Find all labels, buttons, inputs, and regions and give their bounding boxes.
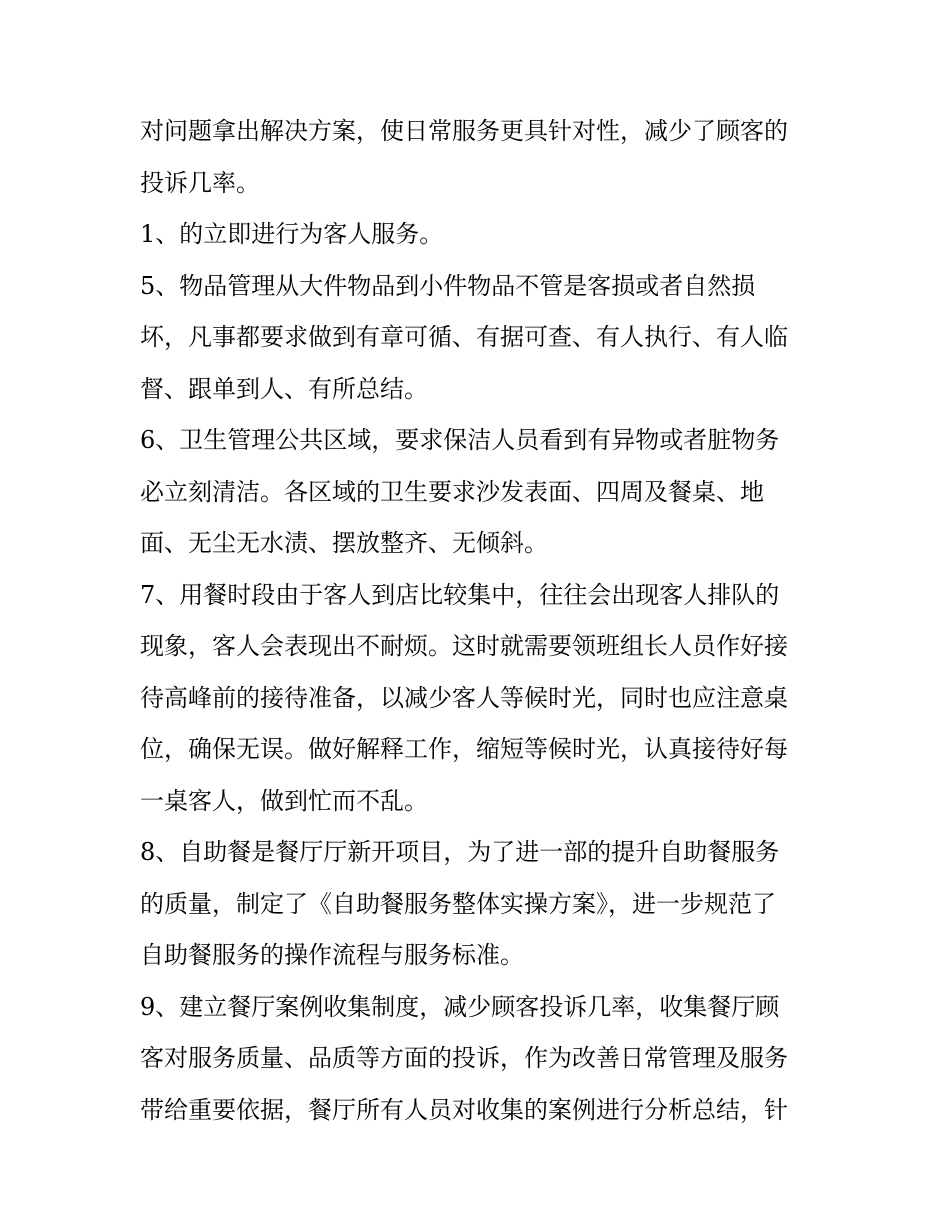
text-line: 位，确保无误。做好解释工作，缩短等候时光，认真接待好每 bbox=[140, 735, 788, 763]
text-line: 9、建立餐厅案例收集制度，减少顾客投诉几率，收集餐厅顾 bbox=[140, 992, 780, 1021]
text-line: 5、物品管理从大件物品到小件物品不管是客损或者自然损 bbox=[140, 271, 756, 300]
text-line: 客对服务质量、品质等方面的投诉，作为改善日常管理及服务 bbox=[140, 1044, 788, 1072]
text-line: 自助餐服务的操作流程与服务标准。 bbox=[140, 941, 524, 969]
text-line: 面、无尘无水渍、摆放整齐、无倾斜。 bbox=[140, 529, 548, 557]
text-line: 1、的立即进行为客人服务。 bbox=[140, 220, 444, 248]
text-line: 督、跟单到人、有所总结。 bbox=[140, 374, 428, 403]
text-line: 现象，客人会表现出不耐烦。这时就需要领班组长人员作好接 bbox=[140, 632, 788, 660]
text-line: 待高峰前的接待准备，以减少客人等候时光，同时也应注意桌 bbox=[140, 683, 788, 712]
text-line: 的质量，制定了《自助餐服务整体实操方案》，进一步规范了 bbox=[140, 889, 776, 918]
text-line: 8、自助餐是餐厅厅新开项目，为了进一部的提升自助餐服务 bbox=[140, 838, 780, 866]
text-line: 坏，凡事都要求做到有章可循、有据可查、有人执行、有人临 bbox=[140, 323, 788, 351]
text-line: 投诉几率。 bbox=[140, 168, 260, 197]
document-body bbox=[140, 106, 820, 1136]
text-line: 7、用餐时段由于客人到店比较集中，往往会出现客人排队的 bbox=[140, 580, 780, 609]
text-line: 带给重要依据，餐厅所有人员对收集的案例进行分析总结，针 bbox=[140, 1095, 788, 1124]
text-line: 对问题拿出解决方案，使日常服务更具针对性，减少了顾客的 bbox=[140, 117, 788, 145]
text-line: 6、卫生管理公共区域，要求保洁人员看到有异物或者脏物务 bbox=[140, 426, 780, 454]
text-line: 一桌客人，做到忙而不乱。 bbox=[140, 786, 428, 815]
text-line: 必立刻清洁。各区域的卫生要求沙发表面、四周及餐桌、地 bbox=[140, 477, 764, 506]
